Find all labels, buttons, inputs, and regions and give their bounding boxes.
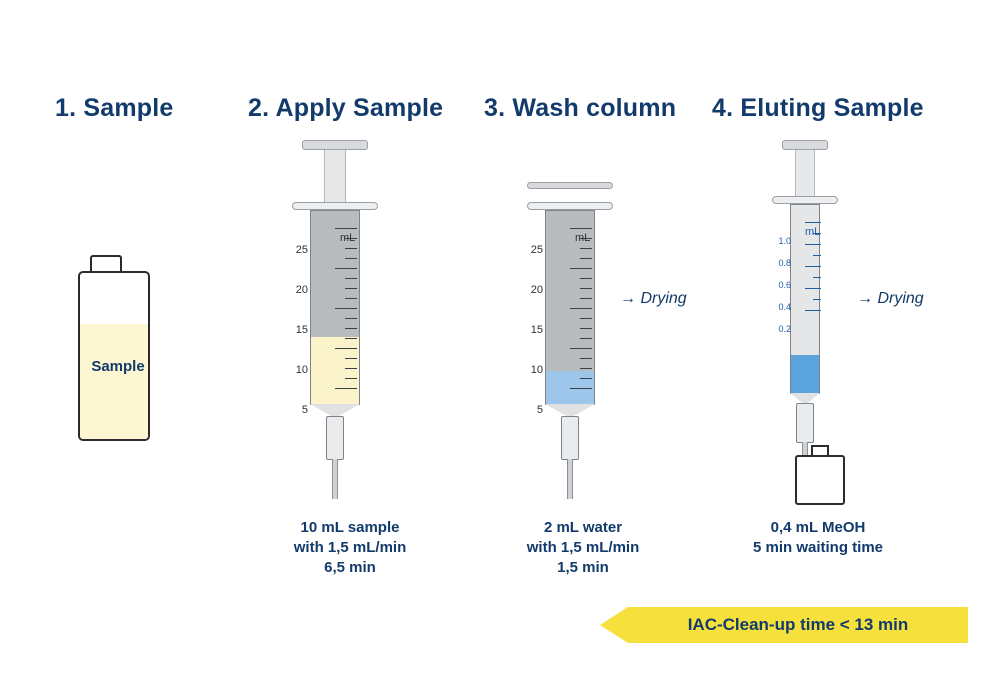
syringe-2-scale-10: 10	[295, 364, 308, 376]
bottle-body	[78, 271, 150, 441]
caption-step-4-line-1: 0,4 mL MeOH	[770, 519, 866, 536]
needle-icon	[332, 459, 338, 499]
syringe-4-scale-0-6: 0.6	[778, 280, 791, 290]
banner-arrow-icon	[600, 607, 628, 643]
plunger-rod-icon	[324, 150, 346, 205]
column-cartridge	[561, 416, 579, 460]
plunger-rod-icon	[795, 150, 815, 198]
caption-step-2-line-3: 6,5 min	[324, 559, 376, 576]
column-cartridge	[796, 403, 814, 443]
syringe-2-scale-5: 5	[301, 404, 308, 416]
syringe-3-unit: mL	[575, 232, 591, 244]
bottle-label: Sample	[91, 358, 145, 375]
syringe-4-scale-0-8: 0.8	[778, 258, 791, 268]
barrel-liquid-meoh	[791, 355, 819, 393]
syringe-2-scale-20: 20	[295, 284, 308, 296]
bottle-liquid	[80, 324, 148, 439]
vial-body	[795, 455, 845, 505]
syringe-4-unit: mL	[805, 226, 821, 238]
caption-step-2	[235, 518, 465, 578]
syringe-2-scale	[317, 228, 357, 383]
caption-step-4	[703, 518, 933, 558]
caption-step-2-line-1: 10 mL sample	[300, 519, 400, 536]
caption-step-3	[468, 518, 698, 578]
needle-icon	[567, 459, 573, 499]
syringe-4-scale-1-0: 1.0	[778, 236, 791, 246]
syringe-3-scale	[552, 228, 592, 383]
barrel-flange-icon	[527, 202, 613, 210]
syringe-3-scale-20: 20	[530, 284, 543, 296]
summary-banner	[600, 607, 968, 643]
step-title-1: 1. Sample	[55, 94, 174, 122]
syringe-2-scale-15: 15	[295, 324, 308, 336]
barrel-flange-icon	[292, 202, 378, 210]
syringe-2-scale-25: 25	[295, 244, 308, 256]
sample-bottle	[78, 255, 158, 445]
banner-text: IAC-Clean-up time < 13 min	[687, 615, 909, 634]
caption-step-3-line-2: with 1,5 mL/min	[526, 539, 640, 556]
syringe-3-scale-25: 25	[530, 244, 543, 256]
syringe-3-scale-15: 15	[530, 324, 543, 336]
syringe-3-scale-10: 10	[530, 364, 543, 376]
syringe-2-unit: mL	[340, 232, 356, 244]
caption-step-3-line-3: 1,5 min	[557, 559, 609, 576]
column-cartridge	[326, 416, 344, 460]
syringe-4-scale-0-4: 0.4	[778, 302, 791, 312]
syringe-4-scale	[795, 222, 821, 332]
drying-label-2: → Drying	[857, 290, 924, 307]
plunger-top-icon	[527, 182, 613, 189]
caption-step-3-line-1: 2 mL water	[543, 519, 623, 536]
collection-vial	[795, 445, 847, 505]
plunger-top-icon	[782, 140, 828, 150]
caption-step-2-line-2: with 1,5 mL/min	[293, 539, 407, 556]
step-title-4: 4. Eluting Sample	[712, 94, 924, 122]
drying-label-1: → Drying	[620, 290, 687, 307]
step-title-3: 3. Wash column	[484, 94, 677, 122]
barrel-flange-icon	[772, 196, 838, 204]
syringe-3-scale-5: 5	[536, 404, 543, 416]
caption-step-4-line-2: 5 min waiting time	[752, 539, 884, 556]
syringe-4-scale-0-2: 0.2	[778, 324, 791, 334]
step-title-2: 2. Apply Sample	[248, 94, 444, 122]
plunger-top-icon	[302, 140, 368, 150]
